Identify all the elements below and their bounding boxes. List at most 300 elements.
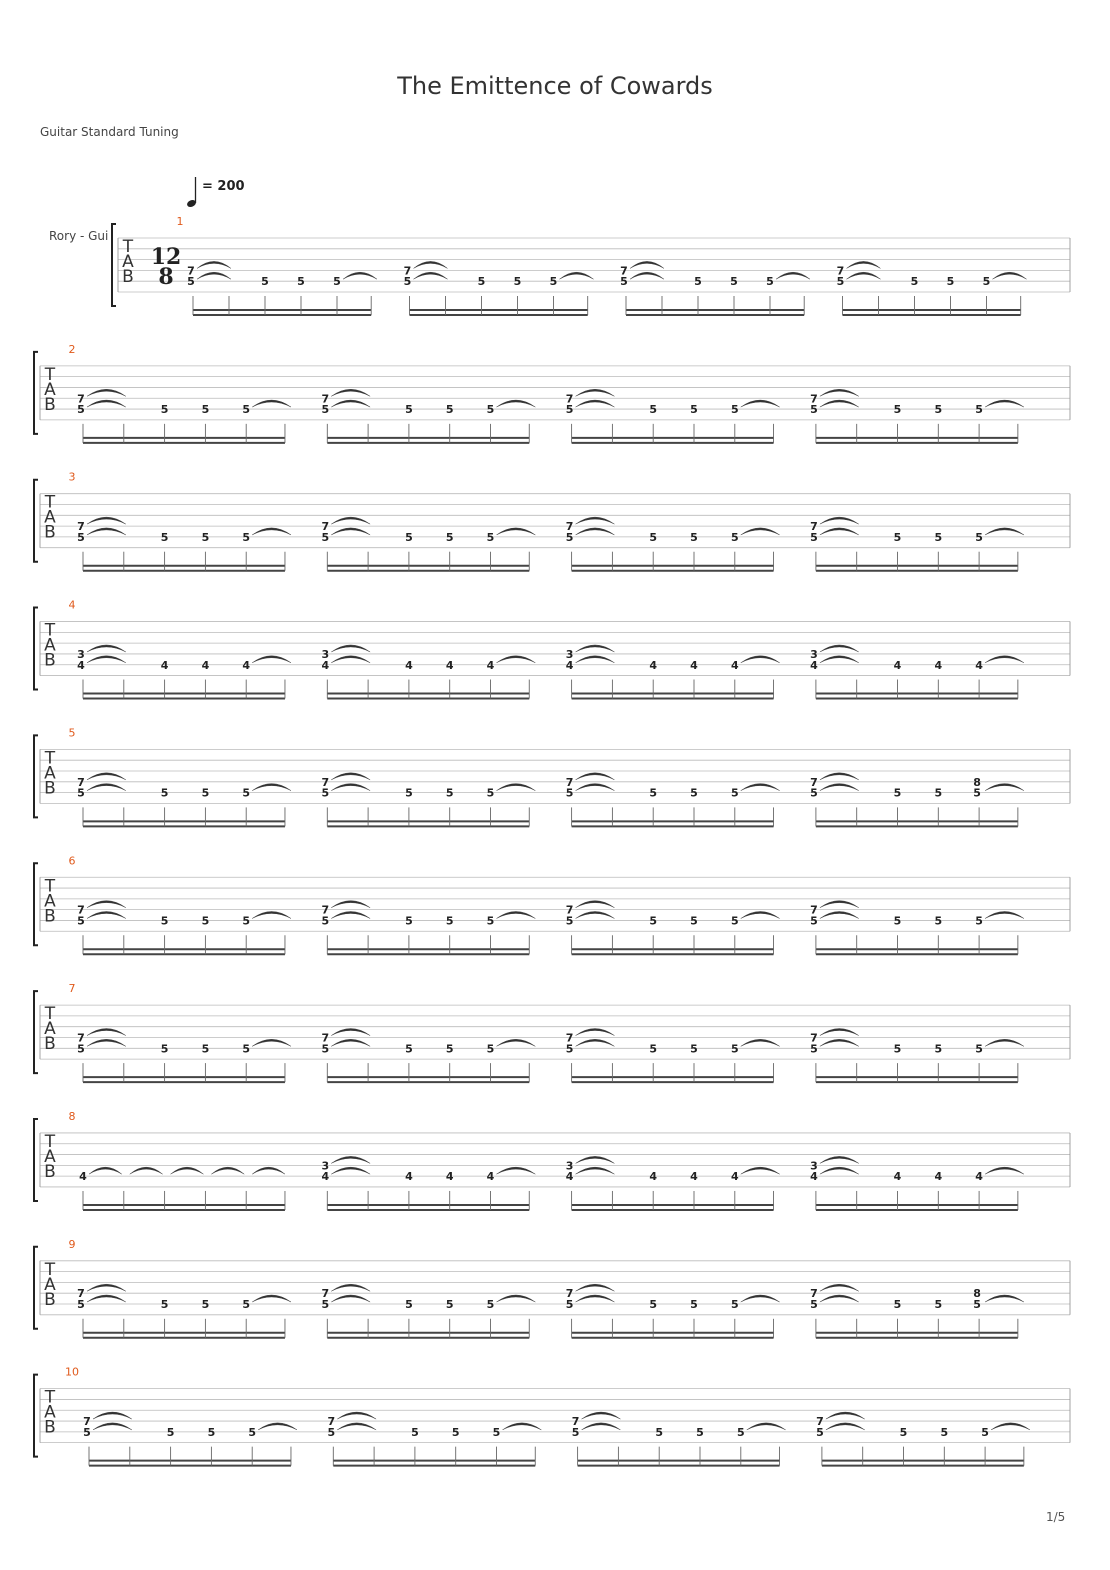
note-group [83, 1412, 297, 1466]
fret-number: 4 [730, 658, 739, 672]
fret-number: 5 [565, 914, 574, 928]
note-group [327, 1412, 541, 1466]
fret-number: 5 [486, 530, 495, 544]
note-group [810, 1284, 1024, 1338]
tie [576, 528, 615, 535]
tie [87, 400, 126, 407]
fret-number: 7 [77, 392, 85, 406]
fret-number: 5 [836, 275, 845, 289]
fret-number: 5 [77, 530, 85, 544]
tie [252, 400, 291, 407]
tie [820, 1295, 859, 1302]
fret-number: 5 [934, 530, 943, 544]
fret-number: 5 [565, 1298, 574, 1311]
tie [741, 400, 780, 407]
tie [87, 901, 126, 908]
fret-number: 7 [77, 1031, 85, 1045]
tie [985, 656, 1024, 663]
fret-number: 5 [405, 530, 413, 544]
tie [576, 1284, 615, 1291]
tab-clef-letter: B [44, 1289, 56, 1310]
tie [576, 911, 615, 918]
fret-number: 5 [160, 914, 169, 928]
note-group [404, 261, 594, 315]
tie [820, 517, 859, 524]
fret-number: 5 [934, 914, 943, 928]
fret-number: 5 [649, 530, 658, 544]
fret-number: 4 [321, 658, 330, 672]
measure-number: 10 [65, 1365, 79, 1379]
fret-number: 5 [690, 786, 698, 800]
fret-number: 3 [77, 647, 85, 661]
fret-number: 4 [405, 658, 413, 672]
tie [331, 389, 370, 396]
fret-number: 7 [77, 775, 85, 789]
fret-number: 5 [975, 403, 983, 417]
tie [87, 656, 126, 663]
tab-clef-letter: A [44, 1146, 56, 1167]
fret-number: 5 [810, 914, 818, 928]
tie [741, 1039, 780, 1046]
system-bracket [34, 863, 38, 945]
tie [252, 911, 291, 918]
fret-number: 5 [261, 275, 269, 289]
tie [847, 261, 881, 268]
fret-number: 5 [810, 403, 818, 417]
tie [331, 901, 370, 908]
system-bracket [34, 991, 38, 1073]
tie [985, 911, 1024, 918]
fret-number: 5 [77, 1042, 85, 1056]
fret-number: 5 [445, 914, 454, 928]
tie [582, 1412, 621, 1419]
note-group [321, 645, 535, 699]
fret-number: 5 [242, 1298, 251, 1311]
tie [985, 1295, 1024, 1302]
fret-number: 5 [649, 403, 658, 417]
note-group [321, 1284, 535, 1338]
tab-clef-letter: B [122, 267, 134, 287]
fret-number: 5 [513, 275, 522, 289]
fret-number: 7 [321, 775, 330, 789]
note-group [816, 1412, 1030, 1466]
fret-number: 5 [405, 403, 413, 417]
tie [820, 1156, 859, 1163]
tie [741, 1295, 780, 1302]
fret-number: 5 [207, 1425, 216, 1439]
tie [820, 645, 859, 652]
fret-number: 5 [810, 1042, 818, 1056]
tab-clef-letter: T [44, 876, 56, 897]
tie [576, 1167, 615, 1174]
fret-number: 5 [893, 786, 902, 800]
fret-number: 4 [730, 1170, 739, 1184]
tie [820, 1167, 859, 1174]
fret-number: 3 [565, 1159, 574, 1173]
fret-number: 5 [730, 786, 739, 800]
tie [497, 911, 536, 918]
note-group [810, 773, 1024, 827]
tab-system [34, 1238, 1070, 1338]
fret-number: 5 [696, 1425, 704, 1439]
tab-clef-letter: T [44, 1131, 56, 1152]
fret-number: 5 [946, 275, 955, 289]
tie [497, 1167, 536, 1174]
tab-clef-letter: A [44, 379, 56, 400]
tab-clef-letter: T [44, 1259, 56, 1280]
tie [211, 1167, 244, 1174]
fret-number: 5 [405, 914, 413, 928]
fret-number: 4 [690, 1170, 698, 1184]
fret-number: 5 [201, 1298, 210, 1311]
tie [87, 1295, 126, 1302]
system-bracket [34, 1247, 38, 1329]
fret-number: 4 [565, 658, 574, 672]
fret-number: 5 [160, 1298, 169, 1311]
fret-number: 7 [321, 520, 330, 534]
system-bracket [112, 224, 116, 306]
tab-clef-letter: T [44, 492, 56, 513]
tie [497, 656, 536, 663]
tie [414, 272, 448, 279]
note-group [810, 517, 1024, 571]
tie [337, 1412, 376, 1419]
fret-number: 5 [910, 275, 919, 289]
fret-number: 7 [565, 392, 574, 406]
fret-number: 7 [620, 264, 628, 278]
fret-number: 5 [565, 786, 574, 800]
tie [576, 1029, 615, 1036]
fret-number: 4 [810, 1170, 818, 1184]
tie [87, 784, 126, 791]
tie [171, 1167, 204, 1174]
fret-number: 4 [445, 658, 454, 672]
fret-number: 5 [810, 530, 818, 544]
measure-number: 8 [68, 1109, 76, 1123]
fret-number: 7 [816, 1415, 824, 1429]
tab-clef-letter: B [44, 394, 56, 415]
fret-number: 5 [649, 1298, 658, 1311]
tie [820, 1284, 859, 1291]
tab-system [49, 215, 1070, 315]
tie [630, 272, 664, 279]
tie [576, 1156, 615, 1163]
fret-number: 4 [975, 1170, 983, 1184]
note-group [566, 389, 780, 443]
fret-number: 5 [77, 786, 85, 800]
tab-system [34, 471, 1070, 571]
tie [576, 1295, 615, 1302]
tie [331, 517, 370, 524]
tie [89, 1167, 122, 1174]
fret-number: 5 [405, 786, 413, 800]
fret-number: 5 [730, 914, 739, 928]
fret-number: 7 [77, 903, 85, 917]
note-group [837, 261, 1027, 315]
fret-number: 5 [730, 1042, 739, 1056]
tie [331, 1284, 370, 1291]
tab-clef-letter: B [44, 778, 56, 799]
tie [576, 389, 615, 396]
fret-number: 5 [201, 403, 210, 417]
note-group [321, 389, 535, 443]
fret-number: 5 [411, 1425, 419, 1439]
fret-number: 5 [445, 1042, 454, 1056]
tab-clef-letter: T [44, 748, 56, 769]
tie [252, 1167, 285, 1174]
fret-number: 5 [486, 1298, 495, 1311]
measure-number: 7 [68, 982, 76, 996]
fret-number: 5 [242, 914, 251, 928]
note-group [810, 1029, 1024, 1083]
tie [252, 784, 291, 791]
measure-number: 2 [68, 342, 76, 356]
fret-number: 4 [321, 1170, 330, 1184]
fret-number: 7 [77, 1287, 85, 1301]
fret-number: 5 [486, 914, 495, 928]
fret-number: 5 [893, 1298, 902, 1311]
fret-number: 5 [893, 530, 902, 544]
fret-number: 4 [79, 1170, 87, 1184]
fret-number: 5 [445, 530, 454, 544]
system-bracket [34, 1119, 38, 1201]
note-group [810, 1156, 1024, 1210]
tie [576, 784, 615, 791]
fret-number: 4 [649, 1170, 658, 1184]
fret-number: 5 [975, 914, 983, 928]
tie [87, 645, 126, 652]
tie [497, 784, 536, 791]
tie [576, 901, 615, 908]
tie [331, 773, 370, 780]
note-group [77, 1029, 291, 1083]
fret-number: 5 [975, 1042, 983, 1056]
fret-number: 5 [934, 786, 943, 800]
tie [497, 1295, 536, 1302]
system-bracket [34, 352, 38, 434]
note-group [620, 261, 810, 315]
fret-number: 5 [690, 914, 698, 928]
tie [991, 1423, 1030, 1430]
tab-clef-letter: B [44, 1034, 56, 1055]
fret-number: 4 [690, 658, 698, 672]
fret-number: 4 [201, 658, 210, 672]
fret-number: 5 [201, 914, 210, 928]
fret-number: 5 [321, 914, 330, 928]
fret-number: 4 [160, 658, 169, 672]
tie [747, 1423, 786, 1430]
system-bracket [34, 480, 38, 562]
fret-number: 7 [836, 264, 845, 278]
tie [337, 1423, 376, 1430]
tie [93, 1423, 132, 1430]
note-group [810, 645, 1024, 699]
tie [741, 784, 780, 791]
fret-number: 5 [201, 1042, 210, 1056]
note-group [77, 645, 291, 699]
tab-system [34, 1366, 1070, 1466]
measure-number: 3 [68, 470, 76, 484]
tie [985, 400, 1024, 407]
tab-clef-letter: B [44, 522, 56, 543]
note-group [566, 1029, 780, 1083]
fret-number: 5 [160, 530, 169, 544]
note-group [77, 389, 291, 443]
fret-number: 4 [445, 1170, 454, 1184]
fret-number: 5 [321, 1298, 330, 1311]
fret-number: 5 [810, 1298, 818, 1311]
measure-number: 5 [68, 726, 76, 740]
fret-number: 5 [816, 1425, 824, 1439]
tab-clef-letter: B [44, 1417, 56, 1438]
tie [741, 1167, 780, 1174]
measure-number: 6 [68, 854, 76, 868]
fret-number: 5 [934, 403, 943, 417]
fret-number: 7 [321, 1287, 330, 1301]
tie [252, 656, 291, 663]
tie [985, 784, 1024, 791]
fret-number: 5 [445, 786, 454, 800]
fret-number: 5 [649, 914, 658, 928]
fret-number: 8 [973, 775, 981, 789]
fret-number: 5 [166, 1425, 175, 1439]
tie [331, 1167, 370, 1174]
system-bracket [34, 608, 38, 690]
tie [331, 1156, 370, 1163]
fret-number: 5 [201, 530, 210, 544]
fret-number: 5 [403, 275, 412, 289]
page-number: 1/5 [1046, 1510, 1066, 1524]
fret-number: 3 [321, 647, 330, 661]
fret-number: 5 [893, 1042, 902, 1056]
tie [503, 1423, 542, 1430]
fret-number: 5 [973, 786, 981, 800]
fret-number: 3 [565, 647, 574, 661]
tab-clef-letter: T [122, 237, 134, 257]
tie [87, 1284, 126, 1291]
tie [93, 1412, 132, 1419]
tie [985, 528, 1024, 535]
fret-number: 5 [445, 1298, 454, 1311]
note-group [566, 645, 780, 699]
measure-number: 9 [68, 1237, 76, 1251]
fret-number: 4 [649, 658, 658, 672]
system-bracket [34, 1375, 38, 1457]
fret-number: 5 [893, 403, 902, 417]
tab-clef-letter: B [44, 650, 56, 671]
fret-number: 5 [77, 914, 85, 928]
tie [87, 773, 126, 780]
tie [820, 901, 859, 908]
fret-number: 5 [940, 1425, 949, 1439]
fret-number: 7 [565, 903, 574, 917]
fret-number: 5 [321, 786, 330, 800]
tie [258, 1423, 297, 1430]
fret-number: 7 [810, 903, 818, 917]
fret-number: 4 [975, 658, 983, 672]
fret-number: 5 [565, 403, 574, 417]
fret-number: 5 [405, 1042, 413, 1056]
tie [985, 1167, 1024, 1174]
tie [820, 656, 859, 663]
fret-number: 7 [810, 392, 818, 406]
tab-clef-letter: A [44, 507, 56, 528]
tie [87, 389, 126, 396]
tie [576, 645, 615, 652]
fret-number: 5 [77, 403, 85, 417]
tab-clef-letter: A [44, 763, 56, 784]
tab-clef-letter: T [44, 1004, 56, 1025]
fret-number: 4 [565, 1170, 574, 1184]
fret-number: 7 [403, 264, 412, 278]
fret-number: 5 [893, 914, 902, 928]
tab-clef-letter: A [44, 1019, 56, 1040]
tie [847, 272, 881, 279]
tie [252, 1039, 291, 1046]
tie [87, 1039, 126, 1046]
fret-number: 5 [486, 403, 495, 417]
fret-number: 5 [655, 1425, 664, 1439]
fret-number: 4 [893, 658, 902, 672]
fret-number: 5 [899, 1425, 908, 1439]
measure-number: 4 [68, 598, 76, 612]
fret-number: 5 [321, 403, 330, 417]
tie [497, 1039, 536, 1046]
tie [820, 1029, 859, 1036]
fret-number: 3 [810, 1159, 818, 1173]
fret-number: 4 [934, 658, 943, 672]
tie [826, 1423, 865, 1430]
note-group [810, 389, 1024, 443]
tie [497, 528, 536, 535]
fret-number: 4 [405, 1170, 413, 1184]
note-group [566, 517, 780, 571]
tie [826, 1412, 865, 1419]
tie [820, 528, 859, 535]
note-group [77, 901, 291, 955]
fret-number: 7 [327, 1415, 336, 1429]
tie [331, 1029, 370, 1036]
note-group [566, 1284, 780, 1338]
note-group [566, 773, 780, 827]
fret-number: 7 [187, 264, 195, 278]
note-group [321, 773, 535, 827]
fret-number: 7 [565, 520, 574, 534]
fret-number: 5 [730, 1298, 739, 1311]
fret-number: 5 [549, 275, 558, 289]
fret-number: 5 [982, 275, 991, 289]
note-group [321, 901, 535, 955]
fret-number: 5 [187, 275, 195, 289]
tie [993, 272, 1027, 279]
fret-number: 5 [571, 1425, 580, 1439]
fret-number: 5 [242, 786, 251, 800]
note-group [321, 517, 535, 571]
fret-number: 5 [730, 403, 739, 417]
page-title: The Emittence of Cowards [397, 72, 713, 100]
tie [776, 272, 810, 279]
note-group [321, 1156, 535, 1210]
fret-number: 5 [934, 1298, 943, 1311]
note-group [79, 1167, 285, 1210]
fret-number: 7 [810, 1031, 818, 1045]
tab-system [34, 1110, 1070, 1210]
note-group [77, 1284, 291, 1338]
fret-number: 5 [690, 403, 698, 417]
fret-number: 5 [333, 275, 341, 289]
tie [497, 400, 536, 407]
fret-number: 5 [766, 275, 774, 289]
